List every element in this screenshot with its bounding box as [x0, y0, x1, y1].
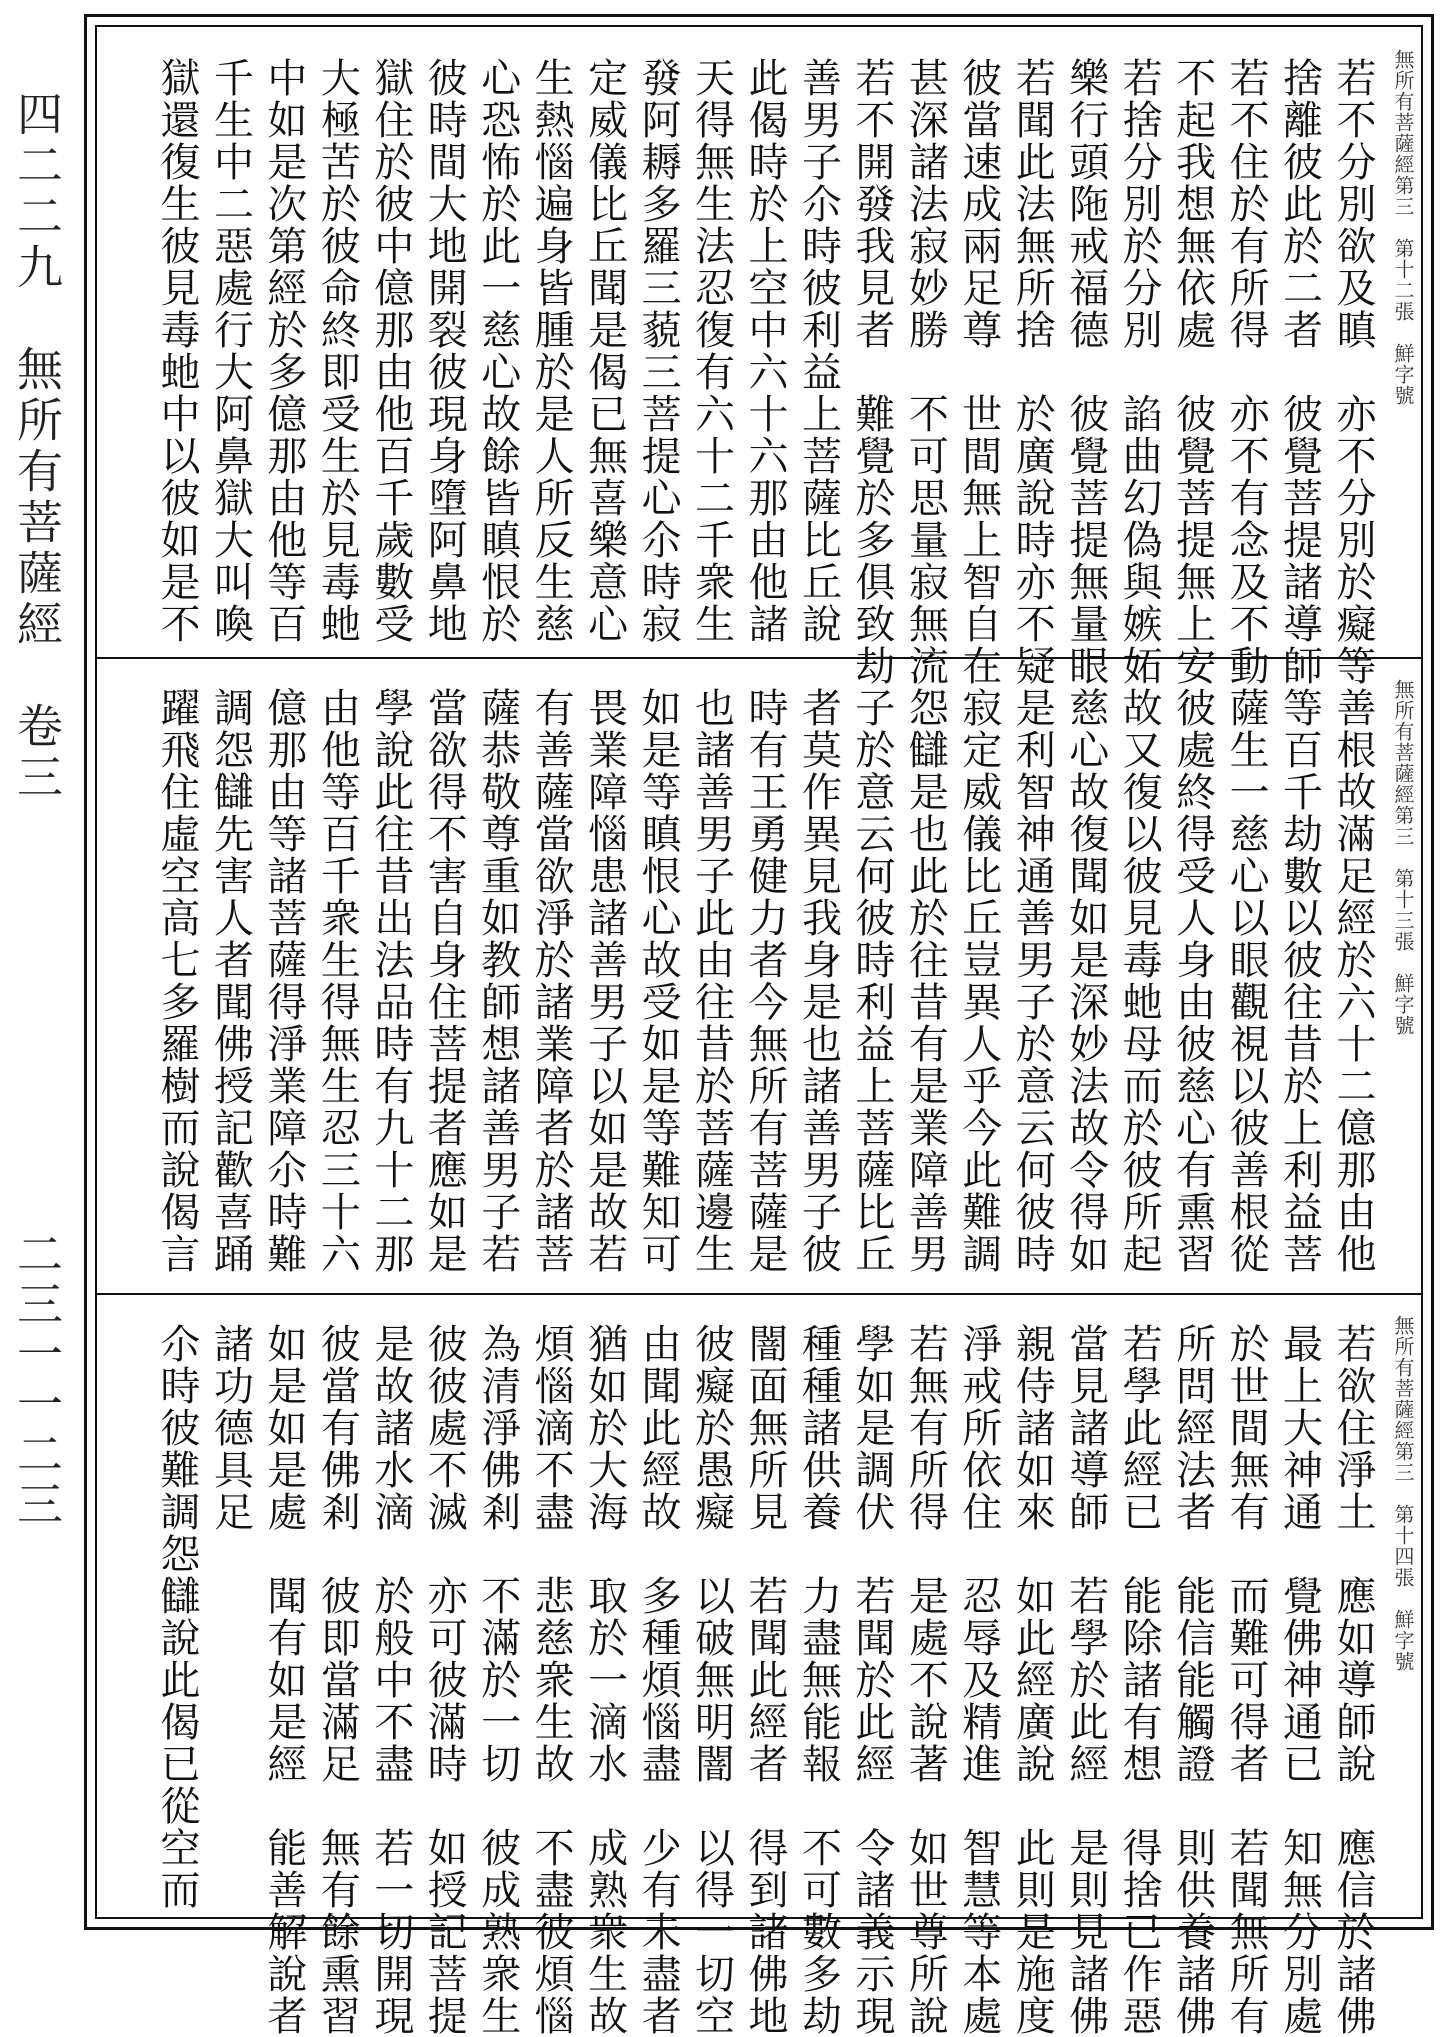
text-column: 所問經法者 能信能觸證 則供養諸佛 [1169, 1323, 1216, 2037]
text-column: 由他等百千衆生得無生忍三十六 [314, 687, 361, 1275]
text-column: 故又復以彼見毒虵母而於彼所起 [1116, 687, 1163, 1275]
text-column: 有善薩當欲淨於諸業障者於諸菩 [528, 687, 575, 1275]
columns-2 [154, 687, 1376, 1277]
text-column: 捨離彼此於二者 彼覺菩提諸導師 [1276, 57, 1323, 687]
text-column: 種種諸供養 力盡無能報 不可數多劫 [795, 1323, 842, 2037]
margin-page-number: 二三一一二三 [10, 1230, 64, 1530]
text-column: 彼當速成兩足尊 世間無上智自在 [955, 57, 1002, 687]
text-column: 者莫作異見我身是也諸善男子彼 [795, 687, 842, 1275]
text-column: 最上大神通 覺佛神通已 知無分別處 [1276, 1323, 1323, 2037]
text-column: 發阿耨多羅三藐三菩提心尒時寂 [635, 57, 682, 645]
text-column: 怨讎是也此於往昔有是業障善男 [902, 687, 949, 1275]
text-column: 躍飛住虛空高七多羅樹而說偈言 [154, 687, 200, 1275]
text-column: 甚深諸法寂妙勝 不可思量寂無流 [902, 57, 949, 687]
text-column: 子於意云何彼時利益上菩薩比丘 [848, 687, 895, 1275]
text-column: 是利智神通善男子於意云何彼時 [1009, 687, 1056, 1275]
text-column: 此偈時於上空中六十六那由他諸 [741, 57, 788, 645]
text-column: 時有王勇健力者今無所有菩薩是 [741, 687, 788, 1275]
text-column: 彼當有佛剎 彼即當滿足 無有餘熏習 [314, 1323, 361, 2037]
page-marker-1: 無所有菩薩經第三 第十二張 鮮字號 [1391, 49, 1415, 406]
text-column: 於世間無有 而難可得者 若聞無所有 [1223, 1323, 1270, 2037]
text-column: 彼處終得受人身由彼慈心有熏習 [1169, 687, 1216, 1275]
text-column: 若欲住淨土 應如導師說 應信於諸佛 [1329, 1323, 1376, 2037]
text-column: 生熱惱遍身皆腫於是人所反生慈 [528, 57, 575, 645]
text-column: 煩惱滴不盡 悲慈衆生故 不盡彼煩惱 [528, 1323, 575, 2037]
text-column: 彼彼處不滅 亦可彼滿時 如授記菩提 [421, 1323, 468, 2037]
text-column: 彼時間大地開裂彼現身墮阿鼻地 [421, 57, 468, 645]
text-column: 為清淨佛剎 不滿於一切 彼成熟衆生 [474, 1323, 521, 2037]
text-column: 也諸善男子此由往昔於菩薩邊生 [688, 687, 735, 1275]
text-column: 大極苦於彼命終即受生於見毒虵 [314, 57, 361, 645]
page-frame-inner [95, 25, 1423, 2037]
text-column: 獄還復生彼見毒虵中以彼如是不 [154, 57, 200, 645]
text-column: 慈心故復聞如是深妙法故令得如 [1062, 687, 1109, 1275]
text-column: 當欲得不害自身住菩提者應如是 [421, 687, 468, 1275]
text-column: 猶如於大海 取於一滴水 成熟衆生故 [581, 1323, 628, 2037]
margin-title: 四二二九 無所有菩薩經 卷三 [10, 90, 64, 804]
text-column: 不起我想無依處 彼覺菩提無上安 [1169, 57, 1216, 687]
text-column: 薩生一慈心以眼觀視以彼善根從 [1223, 687, 1270, 1275]
text-column: 若不分別欲及瞋 亦不分別於癡等 [1329, 57, 1376, 687]
text-column: 寂定威儀比丘豈異人乎今此難調 [955, 687, 1002, 1275]
text-column: 心恐怖於此一慈心故餘皆瞋恨於 [474, 57, 521, 645]
text-column: 若不開發我見者 難覺於多俱致劫 [848, 57, 895, 687]
text-column: 如是等瞋恨心故受如是等難知可 [635, 687, 682, 1275]
text-column: 千生中二惡處行大阿鼻獄大叫喚 [207, 57, 254, 645]
text-column: 如是如是處 聞有如是經 能善解說者 [260, 1323, 307, 2037]
text-column: 學說此往昔出法品時有九十二那 [367, 687, 414, 1275]
text-column: 畏業障惱患諸善男子以如是故若 [581, 687, 628, 1275]
text-column: 獄住於彼中億那由他百千歲數受 [367, 57, 414, 645]
text-column: 由聞此經故 多種煩惱盡 少有未盡者 [635, 1323, 682, 2037]
page-marker-2: 無所有菩薩經第三 第十三張 鮮字號 [1391, 679, 1415, 1036]
text-column: 天得無生法忍復有六十二千衆生 [688, 57, 735, 645]
page-frame [84, 14, 1434, 2037]
text-column: 若聞此法無所捨 於廣說時亦不疑 [1009, 57, 1056, 687]
text-column: 尒時彼難調怨讎說此偈已從空而 [154, 1323, 200, 1911]
page-marker-3: 無所有菩薩經第三 第十四張 鮮字號 [1391, 1315, 1415, 1672]
text-column: 學如是調伏 若聞於此經 令諸義示現 [848, 1323, 895, 2037]
text-column: 中如是次第經於多億那由他等百 [260, 57, 307, 645]
text-column: 億那由等諸菩薩得淨業障尒時難 [260, 687, 307, 1275]
text-column: 若學此經已 能除諸有想 得捨已作惡 [1116, 1323, 1163, 2037]
text-column: 若不住於有所得 亦不有念及不動 [1223, 57, 1270, 687]
text-column: 調怨讎先害人者聞佛授記歡喜踊 [207, 687, 254, 1275]
text-column: 善根故滿足經於六十二億那由他 [1329, 687, 1376, 1275]
text-panel-3 [97, 1293, 1421, 2037]
text-column: 淨戒所依住 忍辱及精進 智慧等本處 [955, 1323, 1002, 2037]
columns-3 [154, 1323, 1376, 2037]
text-column: 闇面無所見 若聞此經者 得到諸佛地 [741, 1323, 788, 2037]
text-panel-2 [97, 657, 1421, 1295]
text-column: 若捨分別於分別 諂曲幻偽與嫉妬 [1116, 57, 1163, 687]
text-column: 等百千劫數以彼往昔於上利益菩 [1276, 687, 1323, 1275]
text-column: 當見諸導師 若學於此經 是則見諸佛 [1062, 1323, 1109, 2037]
text-column: 是故諸水滴 於般中不盡 若一切開現 [367, 1323, 414, 2037]
text-column: 彼癡於愚癡 以破無明闇 以得一切空 [688, 1323, 735, 2037]
text-column: 諸功德具足 [207, 1323, 254, 1533]
columns-1 [154, 57, 1376, 687]
text-panel-1 [97, 27, 1421, 687]
text-column: 薩恭敬尊重如教師想諸善男子若 [474, 687, 521, 1275]
text-column: 善男子尒時彼利益上菩薩比丘說 [795, 57, 842, 645]
text-column: 定威儀比丘聞是偈已無喜樂意心 [581, 57, 628, 645]
text-column: 親侍諸如來 如此經廣說 此則是施度 [1009, 1323, 1056, 2037]
text-column: 樂行頭陁戒福德 彼覺菩提無量眼 [1062, 57, 1109, 687]
text-column: 若無有所得 是處不說著 如世尊所說 [902, 1323, 949, 2037]
